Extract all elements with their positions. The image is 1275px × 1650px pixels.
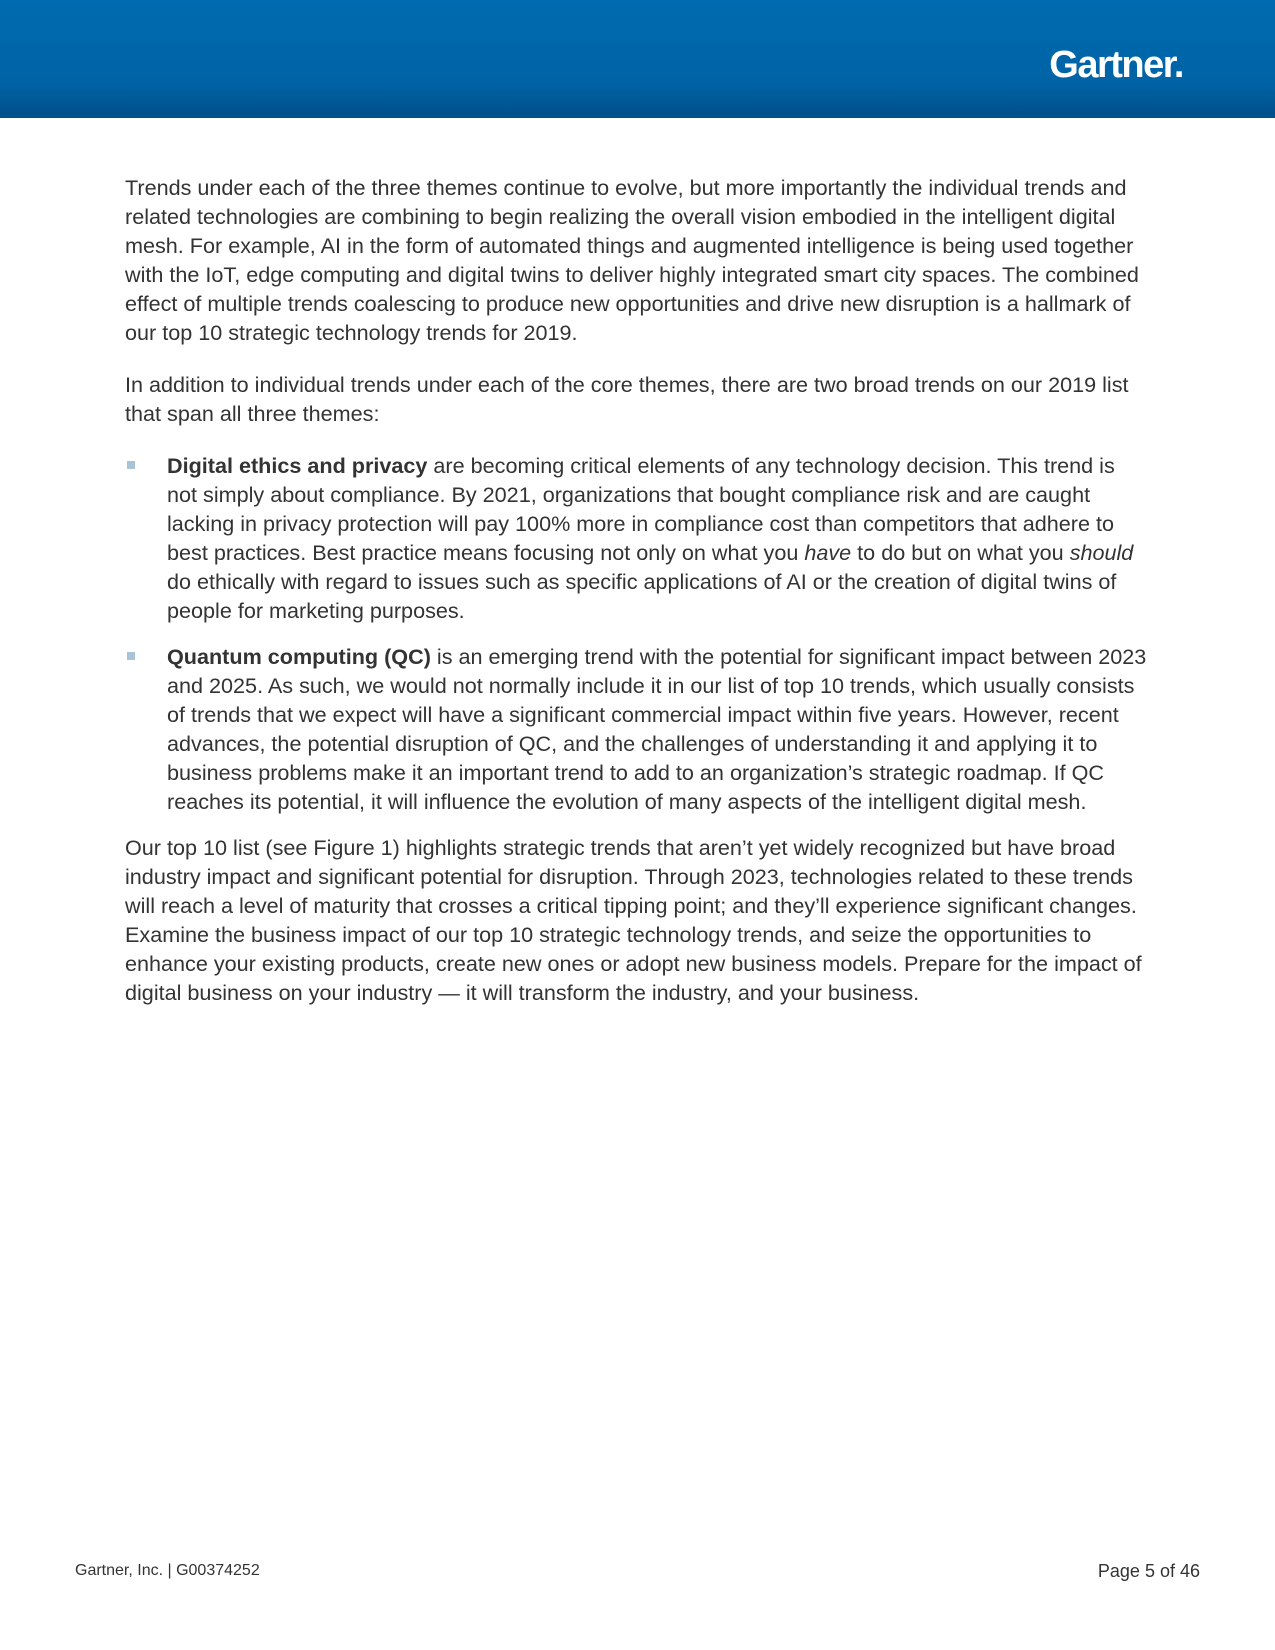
page-number: Page 5 of 46 bbox=[1097, 1561, 1200, 1581]
emphasis-text: have bbox=[804, 540, 852, 565]
document-body bbox=[125, 173, 1150, 1030]
list-item-digital-ethics bbox=[125, 451, 1150, 625]
paragraph-1: Trends under each of the three themes continue to evolve, but more importantly the individual trends and related technologies are combining to begin realizing the overall vision embodied in the intelligent digital mesh. For example, AI in the form of automated things and augmented intelligence is being used together with the IoT, edge computing and digital twins to deliver highly integrated smart city spaces. The combined effect of multiple trends coalescing to produce new opportunities and drive new disruption is a hallmark of our top 10 strategic technology trends for 2019. bbox=[125, 175, 1139, 345]
bullet-heading: Digital ethics and privacy bbox=[167, 453, 428, 478]
bullet-text: do ethically with regard to issues such as specific applications of AI or the creation of digital twins of people for marketing purposes. bbox=[167, 569, 1117, 623]
footer-doc-id: Gartner, Inc. | G00374252 bbox=[75, 1562, 260, 1579]
paragraph-2: In addition to individual trends under each of the core themes, there are two broad trends on our 2019 list that span all three themes: bbox=[125, 372, 1129, 426]
list-item-quantum-computing bbox=[125, 642, 1150, 816]
square-bullet-icon bbox=[127, 461, 135, 469]
bullet-text: is an emerging trend with the potential for significant impact between 2023 and 2025. As such, we would not normally include it in our list of top 10 trends, which usually consists of trends that we expect will have a significant commercial impact within five years. However, recent advances, the potential disruption of QC, and the challenges of understanding it and applying it to business problems make it an important trend to add to an organization’s strategic roadmap. If QC reaches its potential, it will influence the evolution of many aspects of the intelligent digital mesh. bbox=[167, 644, 1147, 814]
paragraph-3: Our top 10 list (see Figure 1) highlights strategic trends that aren’t yet widely recognized but have broad industry impact and significant potential for disruption. Through 2023, technologies related to these trends will reach a level of maturity that crosses a critical tipping point; and they’ll experience significant changes. Examine the business impact of our top 10 strategic technology trends, and seize the opportunities to enhance your existing products, create new ones or adopt new business models. Prepare for the impact of digital business on your industry — it will transform the industry, and your business. bbox=[125, 835, 1142, 1005]
bullet-text: to do but on what you bbox=[851, 540, 1070, 565]
bullet-heading: Quantum computing (QC) bbox=[167, 644, 431, 669]
square-bullet-icon bbox=[127, 652, 135, 660]
header-band bbox=[0, 0, 1275, 118]
gartner-logo: Gartner. bbox=[1049, 44, 1183, 86]
bullet-text: are becoming critical elements of any technology decision. This trend is not simply about compliance. By 2021, organizations that bought compliance risk and are caught lacking in privacy protection will pay 100% more in compliance cost than competitors that adhere to best practices. Best practice means focusing not only on what you bbox=[167, 453, 1115, 565]
emphasis-text: should bbox=[1069, 540, 1134, 565]
bullet-list bbox=[125, 451, 1150, 816]
